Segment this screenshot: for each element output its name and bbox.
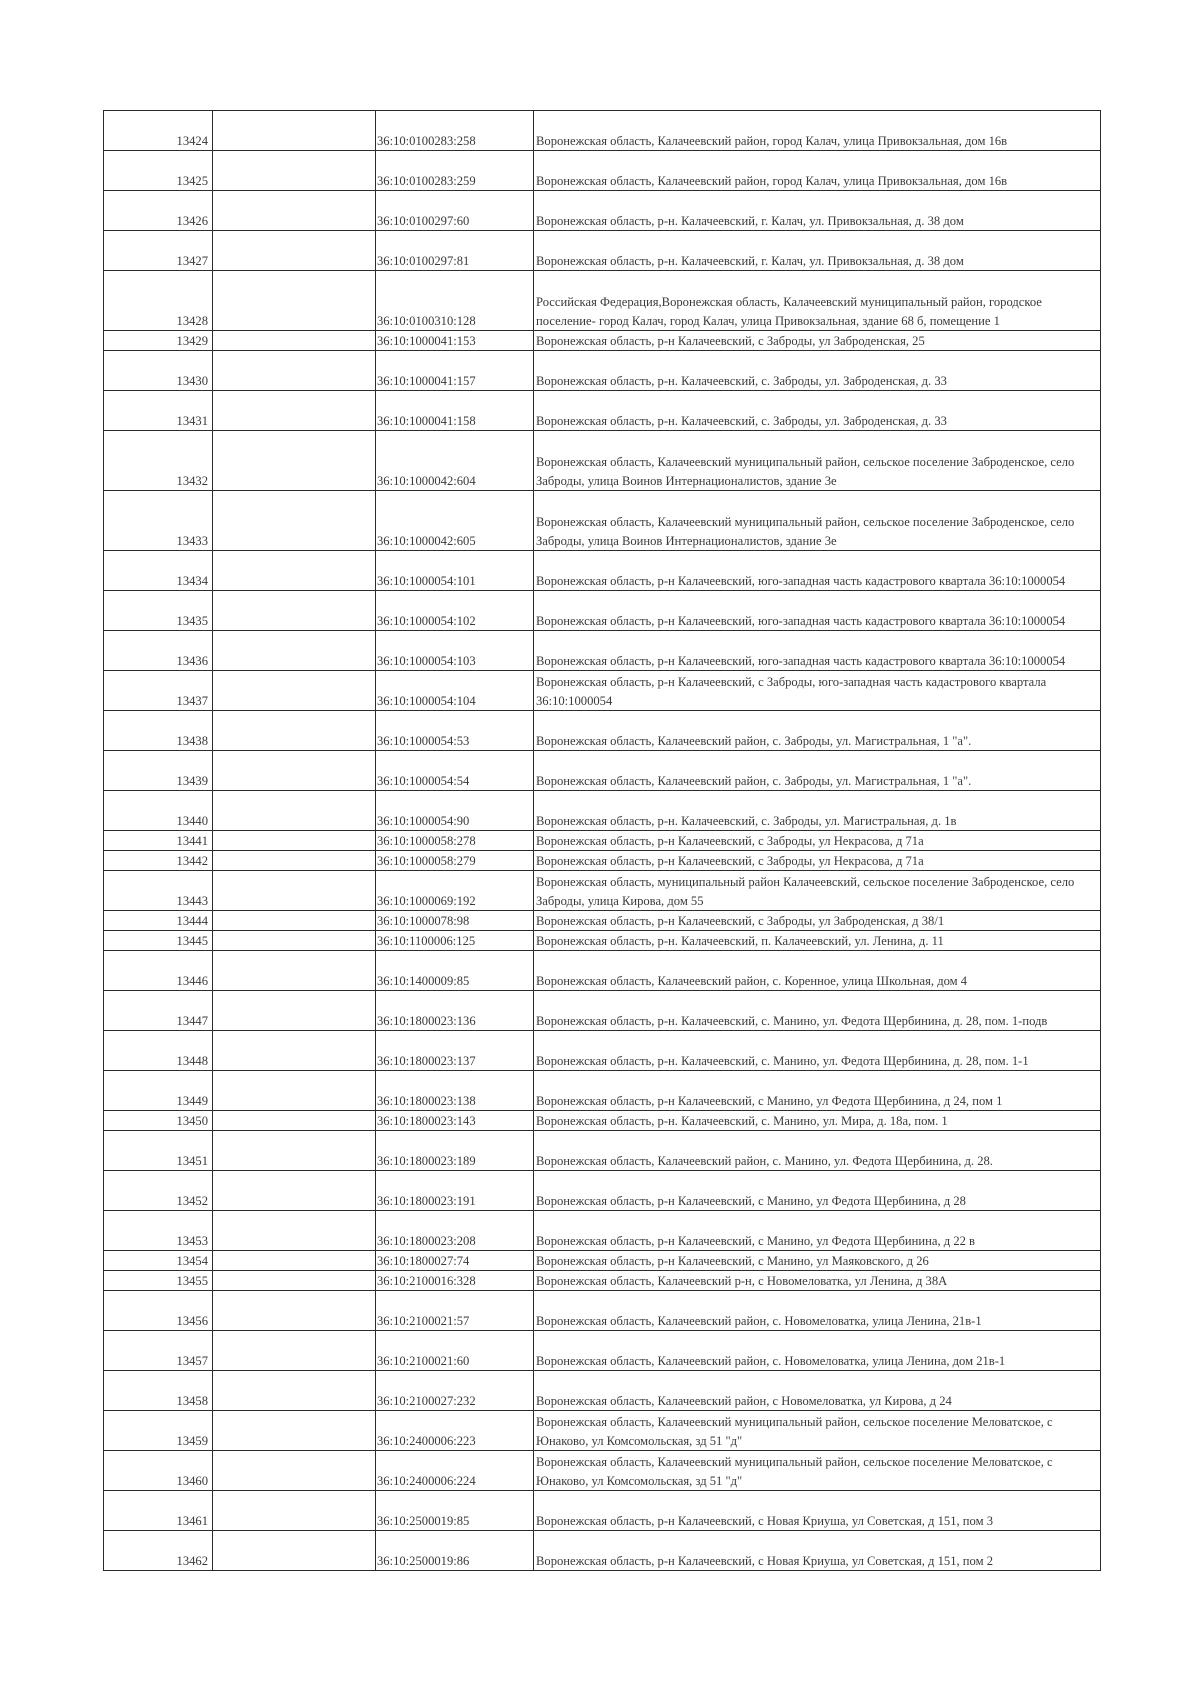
address-cell: Воронежская область, Калачеевский муниципальный район, сельское поселение Заброденское, село Заброды, улица Воинов Интернационалистов, здание 3е — [534, 491, 1101, 551]
table-row — [104, 591, 1101, 631]
row-number-cell: 13424 — [104, 111, 213, 151]
table-row — [104, 1451, 1101, 1491]
empty-cell — [213, 1171, 376, 1211]
cadastral-number-cell: 36:10:2500019:85 — [376, 1491, 534, 1531]
cadastral-number-cell: 36:10:1100006:125 — [376, 931, 534, 951]
cadastral-number-cell: 36:10:1800023:189 — [376, 1131, 534, 1171]
address-cell: Воронежская область, Калачеевский район, с. Новомеловатка, улица Ленина, дом 21в-1 — [534, 1331, 1101, 1371]
table-row — [104, 931, 1101, 951]
cadastral-number-cell: 36:10:1000058:278 — [376, 831, 534, 851]
address-cell: Воронежская область, Калачеевский муниципальный район, сельское поселение Меловатское, с Юнаково, ул Комсомольская, зд 51 "д" — [534, 1451, 1101, 1491]
empty-cell — [213, 591, 376, 631]
empty-cell — [213, 351, 376, 391]
row-number-cell: 13430 — [104, 351, 213, 391]
table-row — [104, 871, 1101, 911]
row-number-cell: 13454 — [104, 1251, 213, 1271]
cadastral-number-cell: 36:10:2100021:57 — [376, 1291, 534, 1331]
table-row — [104, 431, 1101, 491]
cadastral-number-cell: 36:10:2400006:224 — [376, 1451, 534, 1491]
empty-cell — [213, 851, 376, 871]
empty-cell — [213, 1491, 376, 1531]
address-cell: Воронежская область, р-н Калачеевский, с Заброды, юго-западная часть кадастрового квартала 36:10:1000054 — [534, 671, 1101, 711]
empty-cell — [213, 751, 376, 791]
empty-cell — [213, 711, 376, 751]
empty-cell — [213, 1111, 376, 1131]
cadastral-number-cell: 36:10:2100016:328 — [376, 1271, 534, 1291]
address-cell: Воронежская область, р-н. Калачеевский, с. Манино, ул. Федота Щербинина, д. 28, пом. 1-подв — [534, 991, 1101, 1031]
table-row — [104, 1171, 1101, 1211]
address-cell: Воронежская область, р-н. Калачеевский, с. Заброды, ул. Магистральная, д. 1в — [534, 791, 1101, 831]
address-cell: Воронежская область, Калачеевский муниципальный район, сельское поселение Меловатское, с Юнаково, ул Комсомольская, зд 51 "д" — [534, 1411, 1101, 1451]
table-row — [104, 331, 1101, 351]
address-cell: Воронежская область, муниципальный район Калачеевский, сельское поселение Заброденское, село Заброды, улица Кирова, дом 55 — [534, 871, 1101, 911]
empty-cell — [213, 111, 376, 151]
empty-cell — [213, 1371, 376, 1411]
table-row — [104, 271, 1101, 331]
cadastral-number-cell: 36:10:1000054:90 — [376, 791, 534, 831]
cadastral-number-cell: 36:10:1800023:137 — [376, 1031, 534, 1071]
address-cell: Воронежская область, р-н. Калачеевский, г. Калач, ул. Привокзальная, д. 38 дом — [534, 231, 1101, 271]
table-row — [104, 1071, 1101, 1111]
row-number-cell: 13429 — [104, 331, 213, 351]
cadastral-number-cell: 36:10:0100310:128 — [376, 271, 534, 331]
address-cell: Воронежская область, р-н Калачеевский, с Манино, ул Федота Щербинина, д 22 в — [534, 1211, 1101, 1251]
table-row — [104, 791, 1101, 831]
empty-cell — [213, 1411, 376, 1451]
table-row — [104, 991, 1101, 1031]
empty-cell — [213, 191, 376, 231]
row-number-cell: 13448 — [104, 1031, 213, 1071]
cadastral-number-cell: 36:10:1400009:85 — [376, 951, 534, 991]
address-cell: Воронежская область, р-н Калачеевский, с Манино, ул Федота Щербинина, д 28 — [534, 1171, 1101, 1211]
cadastral-number-cell: 36:10:1000041:153 — [376, 331, 534, 351]
row-number-cell: 13425 — [104, 151, 213, 191]
row-number-cell: 13433 — [104, 491, 213, 551]
row-number-cell: 13440 — [104, 791, 213, 831]
row-number-cell: 13428 — [104, 271, 213, 331]
cadastral-number-cell: 36:10:2500019:86 — [376, 1531, 534, 1571]
address-cell: Воронежская область, р-н Калачеевский, юго-западная часть кадастрового квартала 36:10:1000054 — [534, 551, 1101, 591]
empty-cell — [213, 431, 376, 491]
empty-cell — [213, 1451, 376, 1491]
address-cell: Воронежская область, Калачеевский район, с. Манино, ул. Федота Щербинина, д. 28. — [534, 1131, 1101, 1171]
cadastral-number-cell: 36:10:1000054:53 — [376, 711, 534, 751]
cadastral-number-cell: 36:10:1000054:104 — [376, 671, 534, 711]
row-number-cell: 13461 — [104, 1491, 213, 1531]
table-row — [104, 911, 1101, 931]
empty-cell — [213, 151, 376, 191]
row-number-cell: 13462 — [104, 1531, 213, 1571]
address-cell: Российская Федерация,Воронежская область, Калачеевский муниципальный район, городское поселение- город Калач, город Калач, улица Привокзальная, здание 68 б, помещение 1 — [534, 271, 1101, 331]
row-number-cell: 13455 — [104, 1271, 213, 1291]
row-number-cell: 13460 — [104, 1451, 213, 1491]
cadastral-number-cell: 36:10:2400006:223 — [376, 1411, 534, 1451]
row-number-cell: 13438 — [104, 711, 213, 751]
table-row — [104, 711, 1101, 751]
cadastral-number-cell: 36:10:1000058:279 — [376, 851, 534, 871]
table-row — [104, 111, 1101, 151]
property-register-table — [103, 110, 1101, 1571]
empty-cell — [213, 831, 376, 851]
address-cell: Воронежская область, р-н. Калачеевский, с. Манино, ул. Мира, д. 18а, пом. 1 — [534, 1111, 1101, 1131]
table-row — [104, 551, 1101, 591]
row-number-cell: 13427 — [104, 231, 213, 271]
table-row — [104, 391, 1101, 431]
row-number-cell: 13437 — [104, 671, 213, 711]
address-cell: Воронежская область, р-н Калачеевский, юго-западная часть кадастрового квартала 36:10:1000054 — [534, 591, 1101, 631]
table-row — [104, 1251, 1101, 1271]
table-row — [104, 1491, 1101, 1531]
empty-cell — [213, 231, 376, 271]
empty-cell — [213, 1071, 376, 1111]
table-row — [104, 751, 1101, 791]
address-cell: Воронежская область, р-н Калачеевский, с Заброды, ул Заброденская, 25 — [534, 331, 1101, 351]
table-row — [104, 491, 1101, 551]
row-number-cell: 13451 — [104, 1131, 213, 1171]
row-number-cell: 13449 — [104, 1071, 213, 1111]
row-number-cell: 13450 — [104, 1111, 213, 1131]
cadastral-number-cell: 36:10:1800023:191 — [376, 1171, 534, 1211]
cadastral-number-cell: 36:10:1000042:605 — [376, 491, 534, 551]
address-cell: Воронежская область, р-н Калачеевский, с Новая Криуша, ул Советская, д 151, пом 2 — [534, 1531, 1101, 1571]
cadastral-number-cell: 36:10:1000054:54 — [376, 751, 534, 791]
table-row — [104, 951, 1101, 991]
row-number-cell: 13457 — [104, 1331, 213, 1371]
address-cell: Воронежская область, Калачеевский район, город Калач, улица Привокзальная, дом 16в — [534, 151, 1101, 191]
cadastral-number-cell: 36:10:1000041:157 — [376, 351, 534, 391]
address-cell: Воронежская область, Калачеевский район, с. Заброды, ул. Магистральная, 1 "а". — [534, 711, 1101, 751]
empty-cell — [213, 1531, 376, 1571]
empty-cell — [213, 1271, 376, 1291]
table-row — [104, 1271, 1101, 1291]
table-row — [104, 1111, 1101, 1131]
row-number-cell: 13459 — [104, 1411, 213, 1451]
row-number-cell: 13439 — [104, 751, 213, 791]
table-row — [104, 231, 1101, 271]
cadastral-number-cell: 36:10:1000069:192 — [376, 871, 534, 911]
table-row — [104, 831, 1101, 851]
empty-cell — [213, 631, 376, 671]
cadastral-number-cell: 36:10:1800027:74 — [376, 1251, 534, 1271]
address-cell: Воронежская область, Калачеевский район, с. Новомеловатка, улица Ленина, 21в-1 — [534, 1291, 1101, 1331]
empty-cell — [213, 551, 376, 591]
row-number-cell: 13435 — [104, 591, 213, 631]
row-number-cell: 13426 — [104, 191, 213, 231]
empty-cell — [213, 951, 376, 991]
table-row — [104, 1291, 1101, 1331]
row-number-cell: 13444 — [104, 911, 213, 931]
cadastral-number-cell: 36:10:1000078:98 — [376, 911, 534, 931]
table-row — [104, 151, 1101, 191]
address-cell: Воронежская область, р-н Калачеевский, с Манино, ул Маяковского, д 26 — [534, 1251, 1101, 1271]
cadastral-number-cell: 36:10:2100027:232 — [376, 1371, 534, 1411]
empty-cell — [213, 791, 376, 831]
address-cell: Воронежская область, р-н. Калачеевский, п. Калачеевский, ул. Ленина, д. 11 — [534, 931, 1101, 951]
address-cell: Воронежская область, Калачеевский район, с. Заброды, ул. Магистральная, 1 "а". — [534, 751, 1101, 791]
cadastral-number-cell: 36:10:1000041:158 — [376, 391, 534, 431]
empty-cell — [213, 1251, 376, 1271]
empty-cell — [213, 331, 376, 351]
table-row — [104, 851, 1101, 871]
row-number-cell: 13431 — [104, 391, 213, 431]
empty-cell — [213, 871, 376, 911]
table-row — [104, 1371, 1101, 1411]
cadastral-number-cell: 36:10:1000054:102 — [376, 591, 534, 631]
table-row — [104, 1211, 1101, 1251]
row-number-cell: 13436 — [104, 631, 213, 671]
row-number-cell: 13434 — [104, 551, 213, 591]
cadastral-number-cell: 36:10:1000054:101 — [376, 551, 534, 591]
row-number-cell: 13445 — [104, 931, 213, 951]
table-row — [104, 191, 1101, 231]
table-row — [104, 1411, 1101, 1451]
empty-cell — [213, 991, 376, 1031]
table-row — [104, 1331, 1101, 1371]
empty-cell — [213, 491, 376, 551]
empty-cell — [213, 931, 376, 951]
empty-cell — [213, 1031, 376, 1071]
address-cell: Воронежская область, Калачеевский муниципальный район, сельское поселение Заброденское, село Заброды, улица Воинов Интернационалистов, здание 3е — [534, 431, 1101, 491]
row-number-cell: 13458 — [104, 1371, 213, 1411]
table-row — [104, 1031, 1101, 1071]
address-cell: Воронежская область, р-н Калачеевский, юго-западная часть кадастрового квартала 36:10:1000054 — [534, 631, 1101, 671]
empty-cell — [213, 1331, 376, 1371]
cadastral-number-cell: 36:10:1000054:103 — [376, 631, 534, 671]
cadastral-number-cell: 36:10:0100297:81 — [376, 231, 534, 271]
address-cell: Воронежская область, Калачеевский район, с. Коренное, улица Школьная, дом 4 — [534, 951, 1101, 991]
address-cell: Воронежская область, р-н. Калачеевский, с. Заброды, ул. Заброденская, д. 33 — [534, 351, 1101, 391]
address-cell: Воронежская область, р-н Калачеевский, с Новая Криуша, ул Советская, д 151, пом 3 — [534, 1491, 1101, 1531]
address-cell: Воронежская область, р-н Калачеевский, с Заброды, ул Заброденская, д 38/1 — [534, 911, 1101, 931]
row-number-cell: 13443 — [104, 871, 213, 911]
cadastral-number-cell: 36:10:0100283:258 — [376, 111, 534, 151]
cadastral-number-cell: 36:10:1800023:136 — [376, 991, 534, 1031]
row-number-cell: 13442 — [104, 851, 213, 871]
empty-cell — [213, 271, 376, 331]
address-cell: Воронежская область, р-н. Калачеевский, с. Манино, ул. Федота Щербинина, д. 28, пом. 1-1 — [534, 1031, 1101, 1071]
empty-cell — [213, 391, 376, 431]
row-number-cell: 13441 — [104, 831, 213, 851]
table-body — [104, 111, 1101, 1571]
address-cell: Воронежская область, Калачеевский район, город Калач, улица Привокзальная, дом 16в — [534, 111, 1101, 151]
property-register-sheet — [103, 110, 1100, 1571]
address-cell: Воронежская область, Калачеевский район, с Новомеловатка, ул Кирова, д 24 — [534, 1371, 1101, 1411]
row-number-cell: 13446 — [104, 951, 213, 991]
empty-cell — [213, 1291, 376, 1331]
cadastral-number-cell: 36:10:2100021:60 — [376, 1331, 534, 1371]
cadastral-number-cell: 36:10:0100297:60 — [376, 191, 534, 231]
table-row — [104, 1531, 1101, 1571]
table-row — [104, 1131, 1101, 1171]
address-cell: Воронежская область, р-н. Калачеевский, г. Калач, ул. Привокзальная, д. 38 дом — [534, 191, 1101, 231]
address-cell: Воронежская область, р-н Калачеевский, с Заброды, ул Некрасова, д 71а — [534, 831, 1101, 851]
address-cell: Воронежская область, р-н Калачеевский, с Манино, ул Федота Щербинина, д 24, пом 1 — [534, 1071, 1101, 1111]
empty-cell — [213, 911, 376, 931]
cadastral-number-cell: 36:10:1000042:604 — [376, 431, 534, 491]
empty-cell — [213, 1211, 376, 1251]
cadastral-number-cell: 36:10:1800023:143 — [376, 1111, 534, 1131]
row-number-cell: 13456 — [104, 1291, 213, 1331]
cadastral-number-cell: 36:10:1800023:138 — [376, 1071, 534, 1111]
cadastral-number-cell: 36:10:0100283:259 — [376, 151, 534, 191]
row-number-cell: 13432 — [104, 431, 213, 491]
address-cell: Воронежская область, р-н Калачеевский, с Заброды, ул Некрасова, д 71а — [534, 851, 1101, 871]
table-row — [104, 631, 1101, 671]
table-row — [104, 671, 1101, 711]
table-row — [104, 351, 1101, 391]
empty-cell — [213, 1131, 376, 1171]
row-number-cell: 13452 — [104, 1171, 213, 1211]
row-number-cell: 13453 — [104, 1211, 213, 1251]
cadastral-number-cell: 36:10:1800023:208 — [376, 1211, 534, 1251]
address-cell: Воронежская область, Калачеевский р-н, с Новомеловатка, ул Ленина, д 38А — [534, 1271, 1101, 1291]
address-cell: Воронежская область, р-н. Калачеевский, с. Заброды, ул. Заброденская, д. 33 — [534, 391, 1101, 431]
empty-cell — [213, 671, 376, 711]
row-number-cell: 13447 — [104, 991, 213, 1031]
